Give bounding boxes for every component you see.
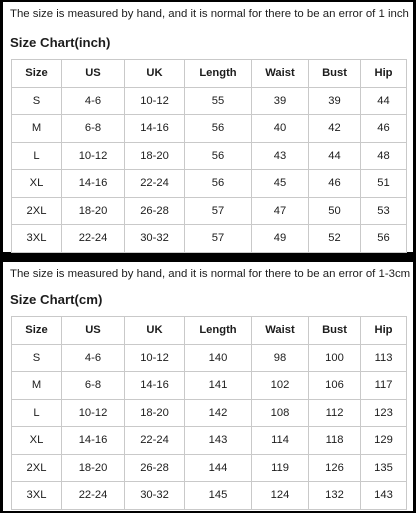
table-cell: XL [12,427,62,455]
table-row [12,454,407,482]
measurement-note-inch: The size is measured by hand, and it is normal for there to be an error of 1 inch [10,8,409,20]
measurement-note-cm: The size is measured by hand, and it is normal for there to be an error of 1-3cm [10,268,411,280]
table-row [12,372,407,400]
table-cell: 56 [361,225,407,253]
column-header-bust: Bust [309,317,361,345]
table-cell: 142 [185,399,252,427]
table-cell: 22-24 [62,225,125,253]
table-cell: 49 [252,225,309,253]
table-cell: L [12,399,62,427]
table-cell: 10-12 [125,344,185,372]
table-cell: 26-28 [125,454,185,482]
table-cell: 40 [252,115,309,143]
column-header-size: Size [12,317,62,345]
size-table-cm [11,316,407,510]
table-cell: 141 [185,372,252,400]
table-cell: 100 [309,344,361,372]
table-cell: 145 [185,482,252,510]
table-cell: 2XL [12,454,62,482]
table-cell: 14-16 [62,170,125,198]
column-header-uk: UK [125,60,185,88]
column-header-hip: Hip [361,317,407,345]
table-cell: 56 [185,115,252,143]
table-cell: 55 [185,87,252,115]
table-row [12,344,407,372]
table-cell: 39 [252,87,309,115]
table-cell: 56 [185,142,252,170]
table-row [12,115,407,143]
table-cell: 39 [309,87,361,115]
column-header-waist: Waist [252,60,309,88]
column-header-bust: Bust [309,60,361,88]
table-cell: 14-16 [125,115,185,143]
table-cell: 52 [309,225,361,253]
table-cell: 46 [361,115,407,143]
table-cell: 44 [361,87,407,115]
table-cell: 3XL [12,482,62,510]
table-cell: 10-12 [62,142,125,170]
column-header-size: Size [12,60,62,88]
table-cell: 14-16 [125,372,185,400]
table-cell: 123 [361,399,407,427]
table-cell: 144 [185,454,252,482]
table-cell: 2XL [12,197,62,225]
table-row [12,427,407,455]
chart-title-cm: Size Chart(cm) [10,292,103,307]
table-cell: 119 [252,454,309,482]
size-table-inch [11,59,407,253]
table-cell: 4-6 [62,344,125,372]
table-header-row [12,317,407,345]
column-header-length: Length [185,317,252,345]
table-cell: S [12,87,62,115]
table-cell: 140 [185,344,252,372]
table-cell: 51 [361,170,407,198]
table-cell: 113 [361,344,407,372]
table-cell: 22-24 [125,170,185,198]
column-header-us: US [62,60,125,88]
table-cell: 4-6 [62,87,125,115]
table-cell: 18-20 [62,197,125,225]
table-cell: 129 [361,427,407,455]
table-cell: XL [12,170,62,198]
table-cell: S [12,344,62,372]
table-cell: 57 [185,197,252,225]
table-cell: 30-32 [125,225,185,253]
size-chart-cm-panel [3,262,413,511]
table-cell: 14-16 [62,427,125,455]
table-cell: 143 [361,482,407,510]
table-cell: 118 [309,427,361,455]
column-header-hip: Hip [361,60,407,88]
table-cell: 102 [252,372,309,400]
column-header-length: Length [185,60,252,88]
table-cell: 143 [185,427,252,455]
table-row [12,170,407,198]
table-cell: 108 [252,399,309,427]
table-cell: 18-20 [125,399,185,427]
table-row [12,225,407,253]
table-cell: 3XL [12,225,62,253]
table-cell: 22-24 [62,482,125,510]
table-row [12,197,407,225]
table-cell: 6-8 [62,372,125,400]
table-cell: 10-12 [125,87,185,115]
table-cell: 22-24 [125,427,185,455]
table-cell: 53 [361,197,407,225]
column-header-uk: UK [125,317,185,345]
table-cell: 98 [252,344,309,372]
table-cell: 44 [309,142,361,170]
table-cell: 6-8 [62,115,125,143]
table-header-row [12,60,407,88]
table-cell: 46 [309,170,361,198]
table-cell: M [12,115,62,143]
table-cell: 106 [309,372,361,400]
table-row [12,399,407,427]
table-cell: 18-20 [125,142,185,170]
table-cell: 48 [361,142,407,170]
table-cell: 10-12 [62,399,125,427]
table-cell: 124 [252,482,309,510]
table-cell: 56 [185,170,252,198]
column-header-us: US [62,317,125,345]
table-cell: 50 [309,197,361,225]
table-row [12,87,407,115]
table-cell: 42 [309,115,361,143]
chart-title-inch: Size Chart(inch) [10,35,111,50]
table-cell: M [12,372,62,400]
table-row [12,482,407,510]
table-row [12,142,407,170]
table-cell: 117 [361,372,407,400]
table-cell: L [12,142,62,170]
table-cell: 126 [309,454,361,482]
table-cell: 30-32 [125,482,185,510]
table-cell: 112 [309,399,361,427]
table-cell: 26-28 [125,197,185,225]
table-cell: 57 [185,225,252,253]
table-cell: 135 [361,454,407,482]
table-cell: 132 [309,482,361,510]
size-chart-inch-panel [3,2,413,252]
column-header-waist: Waist [252,317,309,345]
table-cell: 45 [252,170,309,198]
table-cell: 114 [252,427,309,455]
table-cell: 47 [252,197,309,225]
table-cell: 18-20 [62,454,125,482]
table-cell: 43 [252,142,309,170]
